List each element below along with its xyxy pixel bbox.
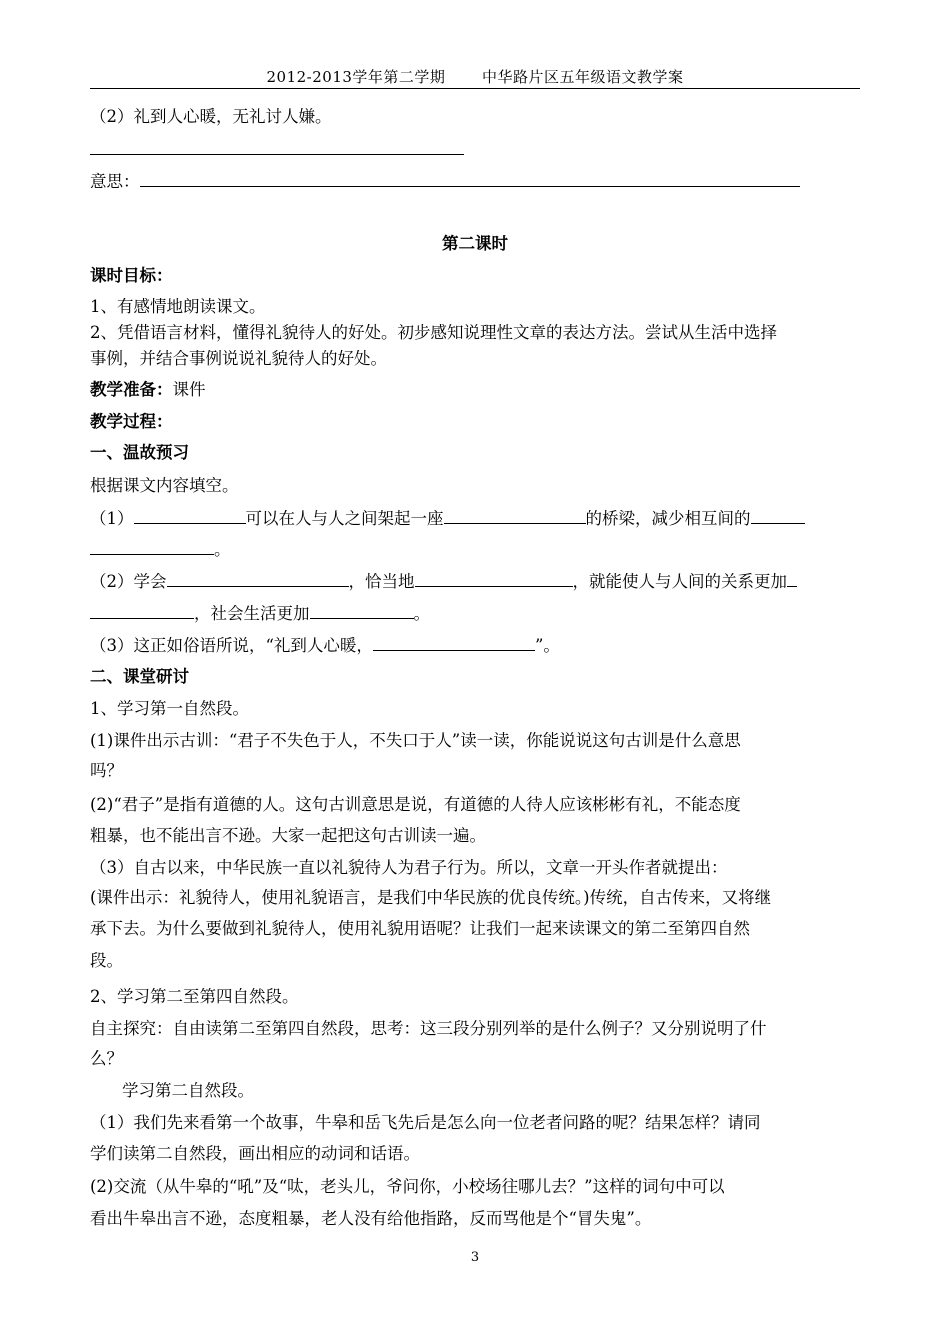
answer-blank-line bbox=[90, 154, 464, 155]
meaning-blank bbox=[140, 170, 800, 187]
study-1-heading: 1、学习第一自然段。 bbox=[90, 699, 249, 718]
objectives-heading: 课时目标： bbox=[90, 266, 173, 285]
para-4-line1: （1）我们先来看第一个故事，牛皋和岳飞先后是怎么向一位老者问路的呢？结果怎样？请同 bbox=[90, 1113, 761, 1132]
para-5-line1: (2)交流（从牛皋的“吼”及“呔，老头儿，爷问你，小校场往哪儿去？”这样的词句中可以 bbox=[90, 1177, 725, 1196]
fill-instruction: 根据课文内容填空。 bbox=[90, 476, 239, 495]
inquiry-line1: 自主探究：自由读第二至第四自然段，思考：这三段分别列举的是什么例子？又分别说明了什 bbox=[90, 1019, 767, 1038]
header-title: 中华路片区五年级语文教学案 bbox=[481, 68, 684, 86]
fill-item-2: （2）学会 ，恰当地 ，就能使人与人间的关系更加 bbox=[90, 570, 797, 593]
objective-2-line2: 事例，并结合事例说说礼貌待人的好处。 bbox=[90, 349, 387, 368]
para-1-line1: (1)课件出示古训：“君子不失色于人，不失口于人”读一读，你能说说这句古训是什么意思 bbox=[90, 731, 741, 750]
para-3-line2: (课件出示：礼貌待人，使用礼貌语言，是我们中华民族的优良传统。)传统，自古传来，又将继 bbox=[90, 888, 772, 907]
section-title: 第二课时 bbox=[442, 234, 508, 253]
para-4-line2: 学们读第二自然段，画出相应的动词和话语。 bbox=[90, 1144, 420, 1163]
page-number: 3 bbox=[470, 1250, 480, 1265]
page-header bbox=[90, 66, 860, 87]
part-1-heading: 一、温故预习 bbox=[90, 443, 189, 462]
study-2-heading: 2、学习第二至第四自然段。 bbox=[90, 987, 299, 1006]
study-para-2: 学习第二自然段。 bbox=[122, 1081, 254, 1100]
fill-item-1-cont: 。 bbox=[90, 538, 231, 561]
blank bbox=[787, 570, 797, 587]
para-3-line3: 承下去。为什么要做到礼貌待人，使用礼貌用语呢？让我们一起来读课文的第二至第四自然 bbox=[90, 919, 750, 938]
fill-item-1: （1） 可以在人与人之间架起一座 的桥梁，减少相互间的 bbox=[90, 507, 805, 530]
blank bbox=[134, 507, 246, 524]
blank bbox=[310, 602, 414, 619]
para-3-line1: （3）自古以来，中华民族一直以礼貌待人为君子行为。所以，文章一开头作者就提出： bbox=[90, 858, 728, 877]
proverb-item-2: （2）礼到人心暖，无礼讨人嫌。 bbox=[90, 107, 332, 126]
blank bbox=[444, 507, 586, 524]
objective-1: 1、有感情地朗读课文。 bbox=[90, 297, 266, 316]
para-3-line4: 段。 bbox=[90, 951, 123, 970]
fill-item-2-cont: ，社会生活更加 。 bbox=[90, 602, 430, 625]
blank bbox=[373, 634, 535, 651]
para-5-line2: 看出牛皋出言不逊，态度粗暴，老人没有给他指路，反而骂他是个“冒失鬼”。 bbox=[90, 1209, 652, 1228]
blank bbox=[751, 507, 805, 524]
preparation: 教学准备：课件 bbox=[90, 380, 206, 399]
header-divider bbox=[90, 88, 860, 89]
blank bbox=[167, 570, 349, 587]
inquiry-line2: 么？ bbox=[90, 1049, 123, 1068]
para-2-line1: (2)“君子”是指有道德的人。这句古训意思是说，有道德的人待人应该彬彬有礼，不能态度 bbox=[90, 795, 741, 814]
blank bbox=[90, 538, 214, 555]
blank bbox=[90, 602, 194, 619]
blank bbox=[415, 570, 573, 587]
para-2-line2: 粗暴，也不能出言不逊。大家一起把这句古训读一遍。 bbox=[90, 826, 486, 845]
objective-2-line1: 2、凭借语言材料，懂得礼貌待人的好处。初步感知说理性文章的表达方法。尝试从生活中选择 bbox=[90, 323, 777, 342]
fill-item-3: （3）这正如俗语所说，“礼到人心暖， ”。 bbox=[90, 636, 560, 655]
para-1-line2: 吗？ bbox=[90, 761, 123, 780]
process-heading: 教学过程： bbox=[90, 412, 173, 431]
part-2-heading: 二、课堂研讨 bbox=[90, 667, 189, 686]
meaning-label: 意思： bbox=[90, 170, 800, 193]
header-term: 2012-2013学年第二学期 bbox=[266, 68, 446, 86]
